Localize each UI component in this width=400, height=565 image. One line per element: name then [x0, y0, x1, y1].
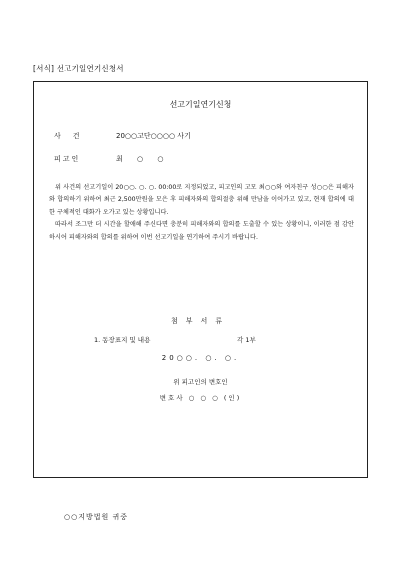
body-text [49, 182, 354, 244]
form-label: [서식] 선고기일연기신청서 [33, 64, 124, 73]
court-addressee: ○○지방법원 귀중 [64, 513, 129, 521]
defendant-label: 피고인 [54, 155, 81, 163]
signer-role: 위 피고인의 변호인 [173, 378, 228, 386]
attachment-quantity: 각 1부 [237, 336, 256, 344]
signer-name: 변호사 ○ ○ ○ (인) [159, 394, 242, 402]
case-value: 20○○고단○○○○ 사기 [116, 132, 191, 140]
attachment-item: 1. 동장표지 및 내용 [94, 336, 151, 344]
document-frame [33, 81, 368, 521]
case-label: 사건 [54, 132, 92, 140]
defendant-value: 최 ○ ○ [116, 155, 170, 163]
document-title: 선고기일연기신청 [169, 100, 232, 109]
body-paragraph-2: 따라서 조그만 더 시간을 할애해 주신다면 충분히 피해자와의 합의를 도출할 수 있는 상황이니, 이러한 점 감안하시어 피해자와의 합의를 위하여 이번 선고기일을 연기하여 주시기 바랍니다. [49, 221, 354, 241]
document-date: 20○○. ○. ○. [161, 354, 240, 362]
attachment-title: 첨부서류 [170, 317, 231, 325]
body-paragraph-1: 위 사건의 선고기일이 20○○. ○. ○. 00:00로 지정되었고, 피고인의 고모 최○○와 여자친구 성○○은 피해자와 합의하기 위하여 최근 2,500만원을 모은 후 피해자와의 합의절충 위해 만남을 이어가고 있고, 현재 합의에 대한 구체적인 대화가 오가고 있는 상황입니다. [49, 184, 354, 216]
